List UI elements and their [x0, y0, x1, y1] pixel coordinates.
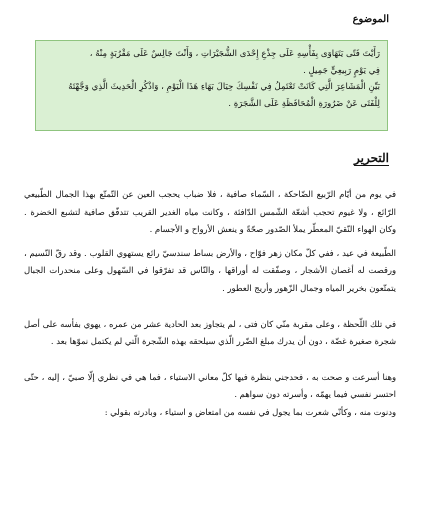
topic-line: بَيِّنِ الْمَشَاعِرَ الَّتِي كَانَتْ تَعْتَمِلُ فِي نَفْسِكَ حِيَالَ بَهَاءِ هَذَا الْيَوْمِ ، وَاذْكُرِ الْحَدِيثَ الَّذِي وَجَّهْتَهُ [68, 82, 380, 92]
essay-paragraph: الطّبيعة في عيد ، ففي كلّ مكان زهر فوّاح ، والأرض بساط سندسيّ رائع يستهوي القلوب . وقد رقّ النّسيم ، ورقصت له أغصان الأشجار ، وصفّقت له أوراقها ، والنّاس قد تفرّقوا في السّهول وعلى منحدرات الجبال يتمتّعون بخرير المياه وجمال الزّهور وأريج العطور . [24, 247, 396, 293]
essay-body [24, 186, 396, 422]
topic-line: فِي يَوْمٍ رَبِيعِيٍّ جَمِيلٍ . [303, 65, 380, 76]
topic-box [35, 40, 388, 131]
topic-line: رَأَيْتَ فَتًى يَتَهَاوَى بِفَأْسِهِ عَلَى جِذْعِ إِحْدَى الشُّجَيْرَاتِ ، وَأَنْتَ جَالِسٌ عَلَى مَقْرُبَةٍ مِنْهُ ، [89, 49, 380, 59]
topic-heading: الموضوع [352, 14, 389, 25]
essay-paragraph: وهنا أسرعت و صحت به ، فحدجني بنظرة فيها كلّ معاني الاستياء ، فما هي في نظري إلّا صبيّ ، إليه ، حتّى احتسر نفسي فيما يهمّه ، وأسرته دون سواهم . [24, 371, 396, 400]
essay-paragraph: في يوم من أيّام الرّبيع الضّاحكة ، السّماء صافية ، فلا ضباب يحجب العين عن التّمتّع بهذا الجمال الطّبيعي الرّائع ، ولا غيوم تحجب أشعّة الشّمس الدّافئة ، وكانت مياه الغدير القريب تتدفّق صافية لتشبع الخضرة . وكان الهواء النّقيّ المعطّر يملأ الصّدور صحّةً و ينعش الأرواح و الأجسام . [24, 189, 396, 235]
essay-paragraph: ودنوت منه ، وكأنّي شعرت بما يجول في نفسه من امتعاض و استياء ، وبادرته بقولي : [104, 406, 396, 417]
topic-line: لِلْفَتَى عَنْ ضَرُورَةِ الْمُحَافَظَةِ عَلَى الشَّجَرَةِ . [228, 98, 380, 109]
essay-paragraph: في تلك اللّحظة ، وعلى مقربة منّي كان فتى ، لم يتجاوز بعد الحادية عشر من عمره ، يهوي بفأسه على أصل شجرة صغيرة غضّة ، دون أن يدرك مبلغ الضّرر الّذي سيلحقه بهذه الشّجرة الّتي لم يكتمل نموّها بعد . [24, 318, 396, 347]
essay-heading: التحرير [354, 151, 389, 165]
